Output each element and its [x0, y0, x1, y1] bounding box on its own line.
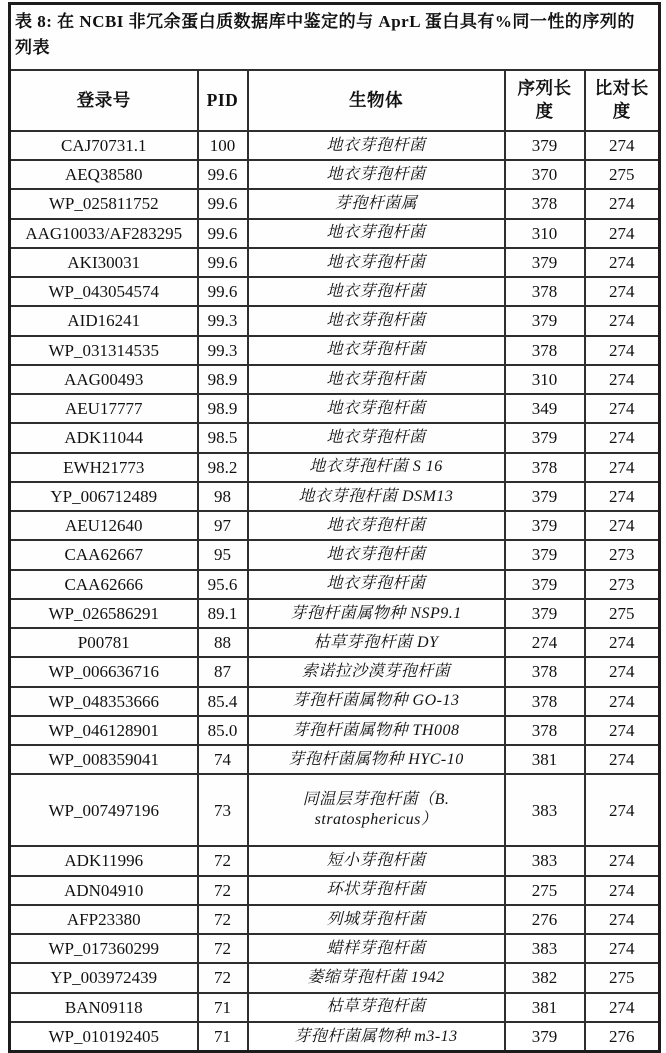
cell-alignment-length: 274	[585, 277, 660, 306]
cell-sequence-length: 379	[505, 540, 585, 569]
cell-sequence-length: 379	[505, 131, 585, 160]
cell-organism: 芽孢杆菌属物种 HYC-10	[248, 745, 505, 774]
table-row	[10, 423, 660, 452]
cell-accession: AEU12640	[10, 511, 198, 540]
cell-sequence-length: 379	[505, 482, 585, 511]
table-row	[10, 716, 660, 745]
table-row	[10, 131, 660, 160]
cell-accession: AEU17777	[10, 394, 198, 423]
column-header-organism: 生物体	[248, 70, 505, 131]
cell-sequence-length: 310	[505, 365, 585, 394]
cell-sequence-length: 378	[505, 687, 585, 716]
table-row	[10, 570, 660, 599]
cell-sequence-length: 381	[505, 745, 585, 774]
cell-organism: 索诺拉沙漠芽孢杆菌	[248, 657, 505, 686]
table-row	[10, 963, 660, 992]
cell-sequence-length: 379	[505, 511, 585, 540]
cell-organism: 短小芽孢杆菌	[248, 846, 505, 875]
table-row	[10, 628, 660, 657]
cell-pid: 72	[198, 905, 248, 934]
table-row	[10, 540, 660, 569]
cell-alignment-length: 276	[585, 1022, 660, 1052]
cell-organism: 环状芽孢杆菌	[248, 876, 505, 905]
cell-sequence-length: 383	[505, 846, 585, 875]
table-row	[10, 189, 660, 218]
cell-sequence-length: 349	[505, 394, 585, 423]
cell-organism: 列城芽孢杆菌	[248, 905, 505, 934]
cell-pid: 95.6	[198, 570, 248, 599]
cell-organism: 地衣芽孢杆菌 S 16	[248, 453, 505, 482]
cell-organism: 芽孢杆菌属物种 GO-13	[248, 687, 505, 716]
cell-alignment-length: 274	[585, 131, 660, 160]
table-row	[10, 745, 660, 774]
cell-alignment-length: 274	[585, 687, 660, 716]
cell-sequence-length: 378	[505, 189, 585, 218]
cell-alignment-length: 274	[585, 189, 660, 218]
cell-organism: 芽孢杆菌属物种 NSP9.1	[248, 599, 505, 628]
cell-alignment-length: 274	[585, 453, 660, 482]
cell-pid: 99.6	[198, 277, 248, 306]
cell-organism: 地衣芽孢杆菌	[248, 336, 505, 365]
cell-alignment-length: 275	[585, 160, 660, 189]
table-header-row	[10, 70, 660, 131]
cell-pid: 89.1	[198, 599, 248, 628]
cell-organism: 地衣芽孢杆菌	[248, 219, 505, 248]
cell-pid: 98.9	[198, 365, 248, 394]
cell-sequence-length: 275	[505, 876, 585, 905]
cell-sequence-length: 274	[505, 628, 585, 657]
cell-organism: 地衣芽孢杆菌	[248, 394, 505, 423]
table-row	[10, 511, 660, 540]
cell-sequence-length: 378	[505, 453, 585, 482]
cell-alignment-length: 274	[585, 905, 660, 934]
cell-accession: WP_025811752	[10, 189, 198, 218]
cell-alignment-length: 274	[585, 993, 660, 1022]
cell-accession: CAA62667	[10, 540, 198, 569]
cell-sequence-length: 379	[505, 1022, 585, 1052]
cell-accession: CAA62666	[10, 570, 198, 599]
cell-accession: AFP23380	[10, 905, 198, 934]
cell-accession: WP_043054574	[10, 277, 198, 306]
cell-accession: ADN04910	[10, 876, 198, 905]
cell-accession: YP_003972439	[10, 963, 198, 992]
table-title: 表 8: 在 NCBI 非冗余蛋白质数据库中鉴定的与 AprL 蛋白具有%同一性的序列的列表	[10, 4, 660, 70]
cell-organism: 地衣芽孢杆菌	[248, 365, 505, 394]
cell-sequence-length: 382	[505, 963, 585, 992]
cell-alignment-length: 275	[585, 599, 660, 628]
cell-alignment-length: 274	[585, 511, 660, 540]
cell-alignment-length: 274	[585, 657, 660, 686]
cell-accession: P00781	[10, 628, 198, 657]
cell-alignment-length: 274	[585, 934, 660, 963]
cell-sequence-length: 383	[505, 774, 585, 846]
cell-pid: 99.6	[198, 160, 248, 189]
cell-pid: 99.6	[198, 219, 248, 248]
cell-accession: CAJ70731.1	[10, 131, 198, 160]
table-row	[10, 394, 660, 423]
table-body	[10, 131, 660, 1052]
cell-sequence-length: 276	[505, 905, 585, 934]
table-row	[10, 905, 660, 934]
cell-pid: 98.2	[198, 453, 248, 482]
cell-alignment-length: 273	[585, 570, 660, 599]
cell-alignment-length: 274	[585, 745, 660, 774]
cell-organism: 芽孢杆菌属物种 m3-13	[248, 1022, 505, 1052]
cell-accession: WP_006636716	[10, 657, 198, 686]
cell-sequence-length: 378	[505, 657, 585, 686]
cell-accession: ADK11996	[10, 846, 198, 875]
cell-alignment-length: 274	[585, 248, 660, 277]
cell-accession: WP_046128901	[10, 716, 198, 745]
table-row	[10, 365, 660, 394]
cell-pid: 85.4	[198, 687, 248, 716]
cell-pid: 74	[198, 745, 248, 774]
table-row	[10, 1022, 660, 1052]
cell-sequence-length: 378	[505, 336, 585, 365]
cell-organism: 萎缩芽孢杆菌 1942	[248, 963, 505, 992]
cell-accession: WP_031314535	[10, 336, 198, 365]
cell-pid: 71	[198, 993, 248, 1022]
cell-organism: 同温层芽孢杆菌（B. stratosphericus）	[248, 774, 505, 846]
cell-accession: WP_017360299	[10, 934, 198, 963]
cell-pid: 88	[198, 628, 248, 657]
table-row	[10, 657, 660, 686]
cell-pid: 98.9	[198, 394, 248, 423]
cell-organism: 地衣芽孢杆菌 DSM13	[248, 482, 505, 511]
cell-sequence-length: 379	[505, 423, 585, 452]
cell-accession: WP_008359041	[10, 745, 198, 774]
cell-pid: 72	[198, 963, 248, 992]
table-row	[10, 774, 660, 846]
cell-sequence-length: 379	[505, 248, 585, 277]
cell-organism: 蜡样芽孢杆菌	[248, 934, 505, 963]
table-row	[10, 934, 660, 963]
cell-accession: AAG10033/AF283295	[10, 219, 198, 248]
cell-pid: 99.6	[198, 248, 248, 277]
cell-organism: 地衣芽孢杆菌	[248, 306, 505, 335]
table-row	[10, 306, 660, 335]
cell-sequence-length: 378	[505, 277, 585, 306]
cell-sequence-length: 379	[505, 599, 585, 628]
cell-pid: 72	[198, 876, 248, 905]
cell-organism: 地衣芽孢杆菌	[248, 131, 505, 160]
cell-organism: 地衣芽孢杆菌	[248, 277, 505, 306]
cell-alignment-length: 274	[585, 716, 660, 745]
cell-sequence-length: 381	[505, 993, 585, 1022]
cell-accession: AEQ38580	[10, 160, 198, 189]
table-row	[10, 219, 660, 248]
cell-organism: 地衣芽孢杆菌	[248, 160, 505, 189]
cell-pid: 99.6	[198, 189, 248, 218]
cell-organism: 枯草芽孢杆菌	[248, 993, 505, 1022]
cell-organism: 地衣芽孢杆菌	[248, 511, 505, 540]
column-header-sequence-length: 序列长 度	[505, 70, 585, 131]
table-row	[10, 993, 660, 1022]
cell-organism: 芽孢杆菌属	[248, 189, 505, 218]
column-header-pid: PID	[198, 70, 248, 131]
cell-accession: BAN09118	[10, 993, 198, 1022]
cell-pid: 100	[198, 131, 248, 160]
cell-pid: 87	[198, 657, 248, 686]
table-row	[10, 876, 660, 905]
cell-sequence-length: 378	[505, 716, 585, 745]
cell-accession: YP_006712489	[10, 482, 198, 511]
cell-sequence-length: 379	[505, 570, 585, 599]
cell-alignment-length: 274	[585, 306, 660, 335]
table-row	[10, 277, 660, 306]
table-row	[10, 599, 660, 628]
cell-alignment-length: 274	[585, 365, 660, 394]
cell-organism: 地衣芽孢杆菌	[248, 248, 505, 277]
cell-organism: 枯草芽孢杆菌 DY	[248, 628, 505, 657]
cell-accession: ADK11044	[10, 423, 198, 452]
cell-alignment-length: 274	[585, 774, 660, 846]
cell-sequence-length: 370	[505, 160, 585, 189]
cell-accession: EWH21773	[10, 453, 198, 482]
table-row	[10, 336, 660, 365]
cell-accession: WP_048353666	[10, 687, 198, 716]
cell-pid: 95	[198, 540, 248, 569]
cell-pid: 98	[198, 482, 248, 511]
column-header-accession: 登录号	[10, 70, 198, 131]
cell-accession: AKI30031	[10, 248, 198, 277]
cell-alignment-length: 274	[585, 336, 660, 365]
cell-sequence-length: 379	[505, 306, 585, 335]
cell-pid: 73	[198, 774, 248, 846]
cell-alignment-length: 274	[585, 482, 660, 511]
cell-organism: 地衣芽孢杆菌	[248, 540, 505, 569]
cell-pid: 97	[198, 511, 248, 540]
cell-accession: AID16241	[10, 306, 198, 335]
cell-organism: 地衣芽孢杆菌	[248, 423, 505, 452]
table-row	[10, 846, 660, 875]
table-row	[10, 687, 660, 716]
cell-organism: 地衣芽孢杆菌	[248, 570, 505, 599]
cell-pid: 71	[198, 1022, 248, 1052]
table-row	[10, 482, 660, 511]
column-header-alignment-length: 比对长 度	[585, 70, 660, 131]
cell-organism: 芽孢杆菌属物种 TH008	[248, 716, 505, 745]
cell-pid: 85.0	[198, 716, 248, 745]
cell-alignment-length: 274	[585, 876, 660, 905]
cell-pid: 99.3	[198, 306, 248, 335]
cell-pid: 72	[198, 846, 248, 875]
cell-pid: 99.3	[198, 336, 248, 365]
cell-alignment-length: 273	[585, 540, 660, 569]
cell-alignment-length: 274	[585, 423, 660, 452]
cell-sequence-length: 310	[505, 219, 585, 248]
table-row	[10, 248, 660, 277]
cell-accession: AAG00493	[10, 365, 198, 394]
cell-alignment-length: 274	[585, 846, 660, 875]
cell-pid: 98.5	[198, 423, 248, 452]
cell-alignment-length: 275	[585, 963, 660, 992]
sequence-identity-table	[8, 2, 661, 1053]
cell-accession: WP_010192405	[10, 1022, 198, 1052]
cell-alignment-length: 274	[585, 394, 660, 423]
cell-accession: WP_007497196	[10, 774, 198, 846]
table-title-row	[10, 4, 660, 70]
cell-accession: WP_026586291	[10, 599, 198, 628]
table-row	[10, 453, 660, 482]
cell-alignment-length: 274	[585, 219, 660, 248]
cell-pid: 72	[198, 934, 248, 963]
table-row	[10, 160, 660, 189]
cell-sequence-length: 383	[505, 934, 585, 963]
cell-alignment-length: 274	[585, 628, 660, 657]
